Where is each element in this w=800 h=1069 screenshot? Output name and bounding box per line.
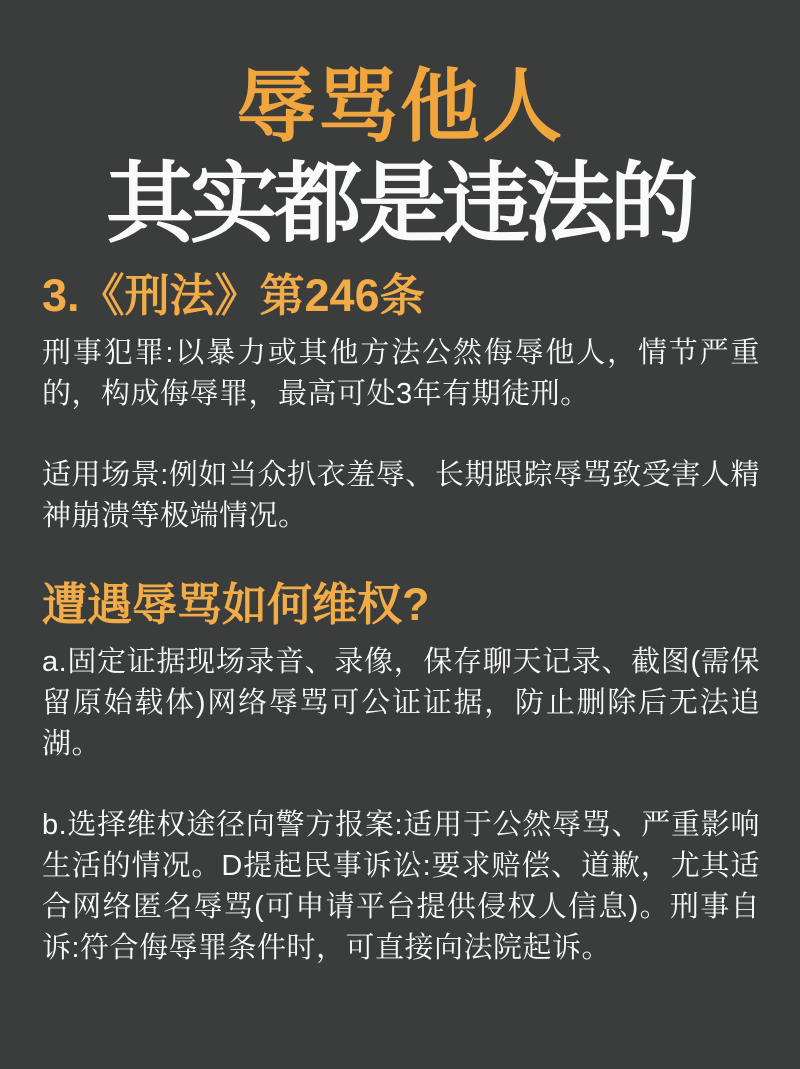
poster-content xyxy=(0,272,800,969)
paragraph-evidence-collection: a.固定证据现场录音、录像，保存聊天记录、截图(需保留原始载体)网络辱骂可公证证据，防止删除后无法追湖。 xyxy=(42,646,760,760)
section-heading-rights-protection: 遭遇辱骂如何维权? xyxy=(42,579,430,630)
paragraph-criminal-offense: 刑事犯罪:以暴力或其他方法公然侮辱他人，情节严重的，构成侮辱罪，最高可处3年有期徒刑。 xyxy=(42,337,760,410)
poster-header xyxy=(0,0,800,254)
poster-title-main: 其实都是违法的 xyxy=(105,154,694,253)
paragraph-applicable-scenarios: 适用场景:例如当众扒衣羞辱、长期跟踪辱骂致受害人精神崩溃等极端情况。 xyxy=(42,459,760,532)
section-heading-criminal-law-246: 3.《刑法》第246条 xyxy=(42,270,425,321)
poster-title-accent: 辱骂他人 xyxy=(236,62,564,151)
paragraph-legal-channels: b.选择维权途径向警方报案:适用于公然辱骂、严重影响生活的情况。D提起民事诉讼:要求赔偿、道歉，尤其适合网络匿名辱骂(可申请平台提供侵权人信息)。刑事自诉:符合侮辱罪条件时，可直接向法院起诉。 xyxy=(42,809,760,964)
